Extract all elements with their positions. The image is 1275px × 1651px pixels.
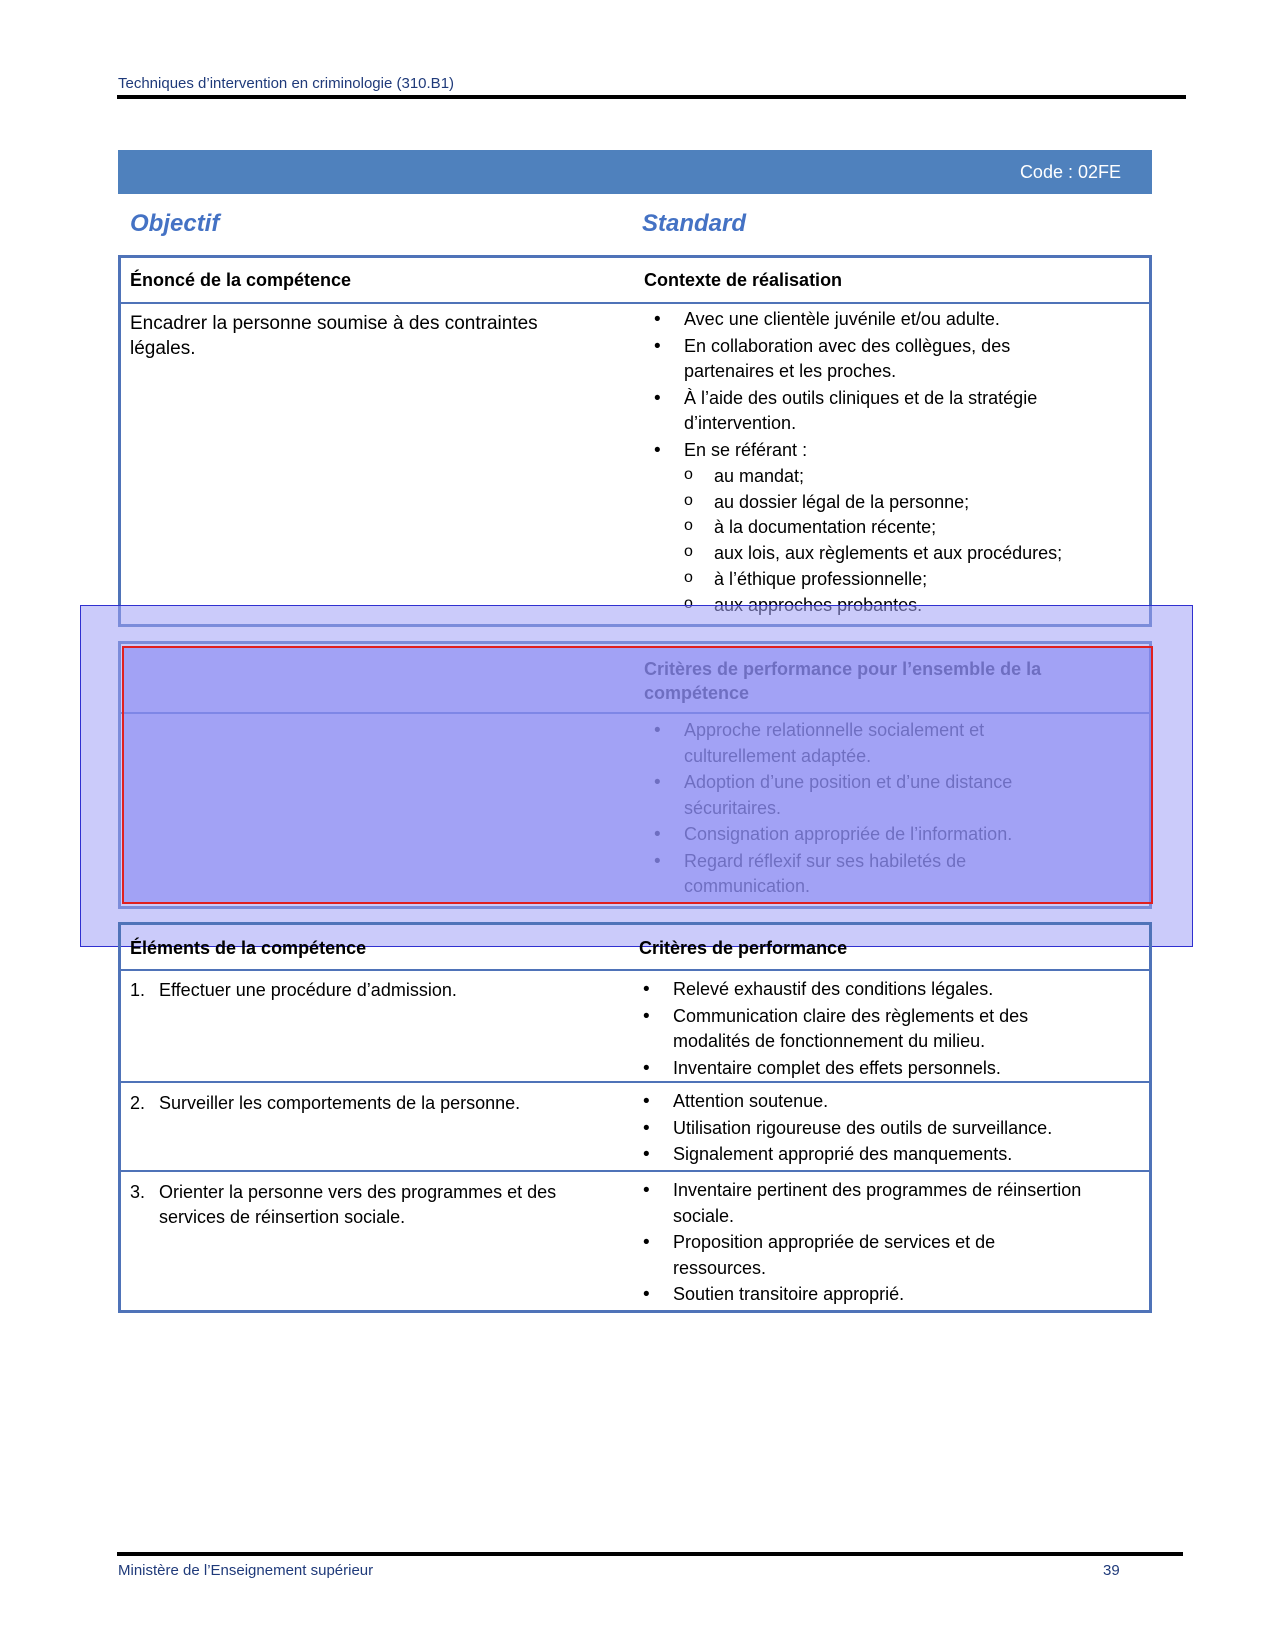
list-item: • Attention soutenue. xyxy=(643,1089,1113,1115)
page-number: 39 xyxy=(1103,1562,1120,1579)
footer-ministry: Ministère de l’Enseignement supérieur xyxy=(118,1562,374,1579)
code-bar xyxy=(118,150,1152,194)
element-text: Orienter la personne vers des programmes et des services de réinsertion sociale. xyxy=(159,1182,557,1227)
element-row xyxy=(130,1180,595,1230)
reference-item: o au dossier légal de la personne; xyxy=(684,490,1094,516)
list-item: • Avec une clientèle juvénile et/ou adulte. xyxy=(654,307,1094,333)
element-number: 1. xyxy=(130,980,146,1000)
row-divider xyxy=(121,1081,1149,1083)
reference-item: o à l’éthique professionnelle; xyxy=(684,567,1094,593)
elements-heading: Éléments de la compétence xyxy=(130,938,367,958)
list-item: • Inventaire pertinent des programmes de réinsertion sociale. xyxy=(643,1178,1123,1229)
element-number: 3. xyxy=(130,1182,146,1202)
element-text: Effectuer une procédure d’admission. xyxy=(159,980,457,1000)
criteria-list xyxy=(643,977,1093,1082)
reference-item: o au mandat; xyxy=(684,464,1094,490)
table-divider xyxy=(121,302,1149,304)
reference-item: o à la documentation récente; xyxy=(684,515,1094,541)
footer-rule xyxy=(117,1552,1183,1556)
standard-title: Standard xyxy=(642,210,747,237)
contexte-list xyxy=(654,307,1094,618)
reference-item: o aux lois, aux règlements et aux procédures; xyxy=(684,541,1094,567)
element-text: Surveiller les comportements de la personne. xyxy=(159,1093,521,1113)
criteria-list xyxy=(643,1089,1113,1169)
list-item: • Soutien transitoire approprié. xyxy=(643,1282,1123,1308)
table-divider xyxy=(121,969,1149,971)
criteres-heading: Critères de performance xyxy=(639,938,848,958)
competency-code: Code : 02FE xyxy=(1019,162,1121,182)
selection-highlight xyxy=(122,646,1153,904)
list-item: • Utilisation rigoureuse des outils de surveillance. xyxy=(643,1116,1113,1142)
list-item: • Relevé exhaustif des conditions légales. xyxy=(643,977,1093,1003)
list-item: • Proposition appropriée de services et de ressources. xyxy=(643,1230,1053,1281)
running-header: Techniques d’intervention en criminologie (310.B1) xyxy=(118,75,455,92)
element-row xyxy=(130,978,590,1003)
list-item: • En se référant : xyxy=(654,438,1094,464)
list-item: • Inventaire complet des effets personnels. xyxy=(643,1056,1093,1082)
list-item: • À l’aide des outils cliniques et de la stratégie d’intervention. xyxy=(654,386,1094,437)
list-item: • Signalement approprié des manquements. xyxy=(643,1142,1113,1168)
list-item: • En collaboration avec des collègues, des partenaires et les proches. xyxy=(654,334,1094,385)
criteria-list xyxy=(643,1178,1123,1309)
enonce-heading: Énoncé de la compétence xyxy=(130,270,352,290)
enonce-text: Encadrer la personne soumise à des contraintes légales. xyxy=(130,313,538,359)
objectif-title: Objectif xyxy=(130,210,220,237)
element-row xyxy=(130,1091,600,1116)
competence-table xyxy=(118,255,1152,627)
contexte-heading: Contexte de réalisation xyxy=(644,270,843,290)
elements-table xyxy=(118,922,1152,1313)
header-rule xyxy=(117,95,1186,99)
list-item: • Communication claire des règlements et des modalités de fonctionnement du milieu. xyxy=(643,1004,1093,1055)
element-number: 2. xyxy=(130,1093,146,1113)
row-divider xyxy=(121,1170,1149,1172)
